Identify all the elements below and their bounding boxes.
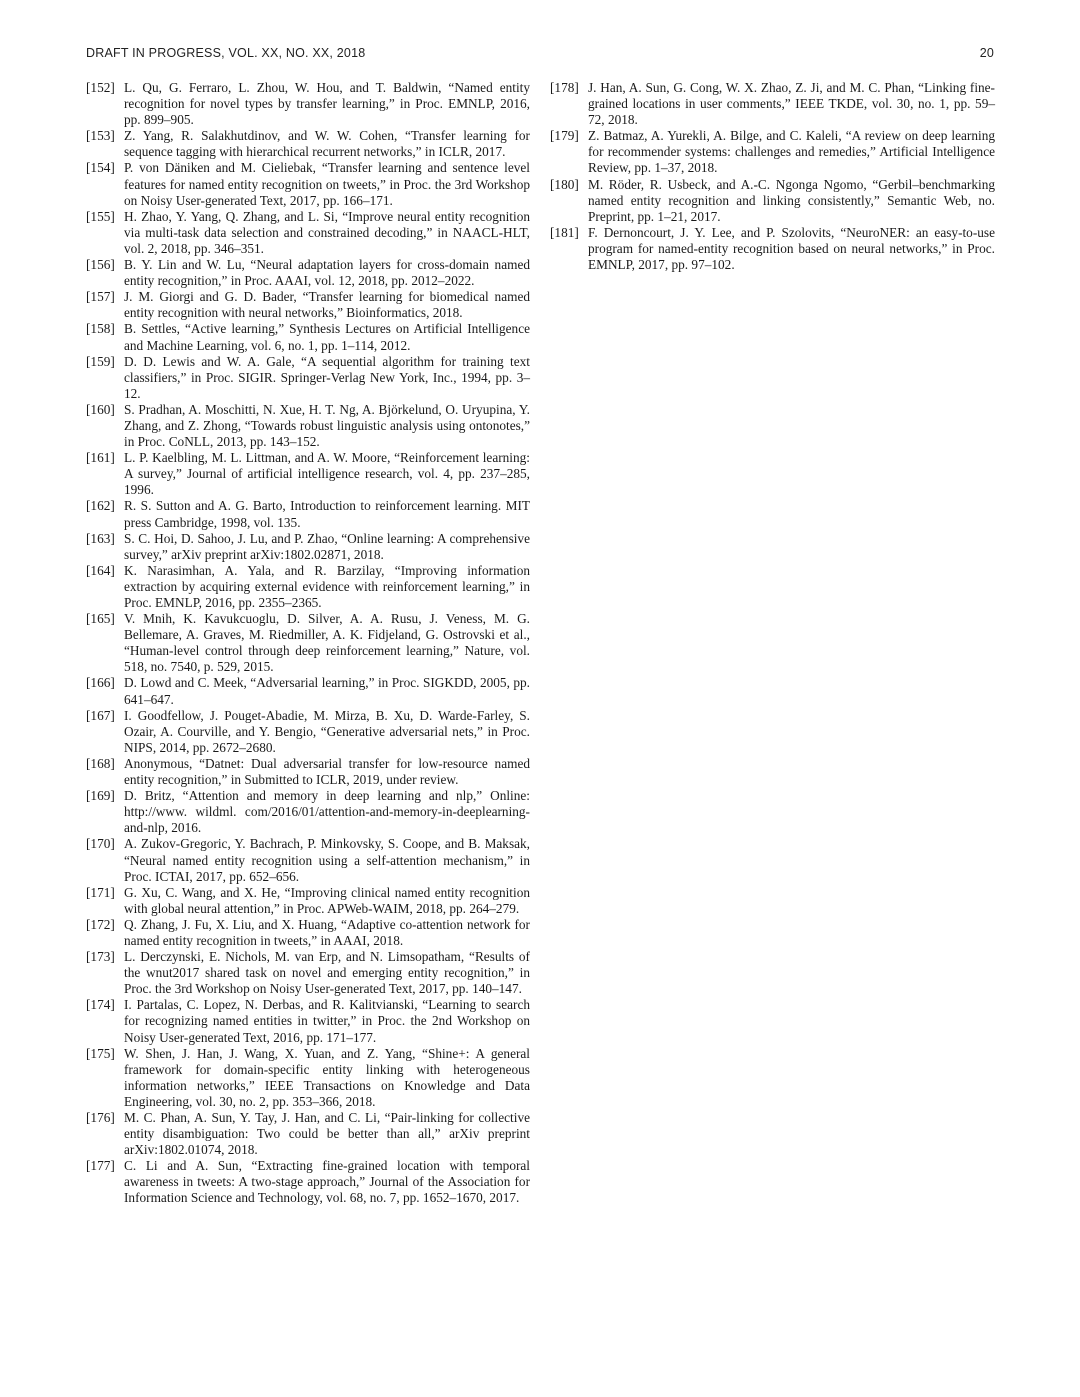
reference-item [86, 80, 530, 128]
reference-number: [167] [86, 707, 115, 723]
page-number: 20 [979, 46, 994, 60]
reference-text: G. Xu, C. Wang, and X. He, “Improving clinical named entity recognition with global neural attention,” in Proc. APWeb-WAIM, 2018, pp. 264–279. [124, 884, 530, 916]
reference-number: [166] [86, 675, 115, 691]
reference-text: L. P. Kaelbling, M. L. Littman, and A. W. Moore, “Reinforcement learning: A survey,” Journal of artificial intelligence research, vol. 4, pp. 237–285, 1996. [124, 450, 530, 498]
reference-text: J. Han, A. Sun, G. Cong, W. X. Zhao, Z. Ji, and M. C. Phan, “Linking fine-grained locations in user comments,” IEEE TKDE, vol. 30, no. 1, pp. 59–72, 2018. [588, 80, 995, 128]
reference-number: [177] [86, 1158, 115, 1174]
running-title: DRAFT IN PROGRESS, VOL. XX, NO. XX, 2018 [86, 46, 366, 60]
reference-item [86, 949, 530, 997]
reference-number: [154] [86, 160, 115, 176]
reference-text: K. Narasimhan, A. Yala, and R. Barzilay, “Improving information extraction by acquiring external evidence with reinforcement learning,” in Proc. EMNLP, 2016, pp. 2355–2365. [124, 562, 530, 610]
reference-item [86, 917, 530, 949]
reference-number: [161] [86, 450, 115, 466]
reference-number: [170] [86, 836, 115, 852]
reference-number: [155] [86, 208, 115, 224]
reference-text: D. Britz, “Attention and memory in deep learning and nlp,” Online: http://www. wildml. com/2016/01/attention-and-memory-in-deeplearning-and-nlp, 2016. [124, 788, 530, 836]
reference-item [550, 177, 995, 225]
reference-text: S. Pradhan, A. Moschitti, N. Xue, H. T. Ng, A. Björkelund, O. Uryupina, Y. Zhang, and Z. Zhong, “Towards robust linguistic analysis using ontonotes,” in Proc. CoNLL, 2013, pp. 143–152. [124, 401, 530, 450]
reference-text: Z. Batmaz, A. Yurekli, A. Bilge, and C. Kaleli, “A review on deep learning for recommender systems: challenges and remedies,” Artificial Intelligence Review, pp. 1–37, 2018. [588, 128, 995, 176]
reference-text: Anonymous, “Datnet: Dual adversarial transfer for low-resource named entity recognition,” in Submitted to ICLR, 2019, under review. [124, 755, 530, 788]
reference-item [86, 836, 530, 884]
reference-item [86, 257, 530, 289]
reference-text: A. Zukov-Gregoric, Y. Bachrach, P. Minkovsky, S. Coope, and B. Maksak, “Neural named entity recognition using a self-attention mechanism,” in Proc. ICTAI, 2017, pp. 652–656. [124, 836, 530, 884]
reference-text: L. Qu, G. Ferraro, L. Zhou, W. Hou, and T. Baldwin, “Named entity recognition for novel types by transfer learning,” in Proc. EMNLP, 2016, pp. 899–905. [124, 80, 530, 128]
reference-text: Q. Zhang, J. Fu, X. Liu, and X. Huang, “Adaptive co-attention network for named entity recognition in tweets,” in AAAI, 2018. [124, 916, 530, 948]
reference-number: [153] [86, 128, 115, 144]
reference-text: W. Shen, J. Han, J. Wang, X. Yuan, and Z. Yang, “Shine+: A general framework for domain-specific entity linking with heterogeneous information networks,” IEEE Transactions on Knowledge and Data Engineering, vol. 30, no. 2, pp. 353–366, 2018. [124, 1045, 530, 1109]
reference-item [86, 1046, 530, 1110]
reference-item [86, 402, 530, 450]
reference-number: [158] [86, 321, 115, 337]
reference-item [86, 611, 530, 675]
reference-number: [175] [86, 1045, 115, 1061]
reference-item [86, 675, 530, 707]
reference-item [86, 1158, 530, 1206]
reference-text: I. Partalas, C. Lopez, N. Derbas, and R. Kalitvianski, “Learning to search for recognizing named entities in twitter,” in Proc. the 2nd Workshop on Noisy User-generated Text, 2016, pp. 171–177. [124, 997, 530, 1045]
reference-number: [157] [86, 289, 115, 305]
reference-number: [178] [550, 80, 579, 95]
reference-item [86, 997, 530, 1045]
reference-text: S. C. Hoi, D. Sahoo, J. Lu, and P. Zhao, “Online learning: A comprehensive survey,” arXiv preprint arXiv:1802.02871, 2018. [124, 530, 530, 562]
reference-item [550, 128, 995, 176]
reference-number: [173] [86, 949, 115, 965]
reference-item [86, 756, 530, 788]
reference-number: [176] [86, 1110, 115, 1125]
reference-item [86, 289, 530, 321]
reference-item [550, 80, 995, 128]
reference-item [86, 354, 530, 402]
reference-item [86, 128, 530, 160]
reference-text: J. M. Giorgi and G. D. Bader, “Transfer learning for biomedical named entity recognition with neural networks,” Bioinformatics, 2018. [124, 289, 530, 321]
reference-number: [156] [86, 257, 115, 273]
reference-text: D. D. Lewis and W. A. Gale, “A sequential algorithm for training text classifiers,” in Proc. SIGIR. Springer-Verlag New York, Inc., 1994, pp. 3–12. [124, 353, 530, 401]
reference-number: [171] [86, 884, 115, 900]
reference-text: I. Goodfellow, J. Pouget-Abadie, M. Mirza, B. Xu, D. Warde-Farley, S. Ozair, A. Courville, and Y. Bengio, “Generative adversarial nets,” in Proc. NIPS, 2014, pp. 2672–2680. [124, 707, 530, 755]
reference-text: M. Röder, R. Usbeck, and A.-C. Ngonga Ngomo, “Gerbil–benchmarking named entity recognition and linking consistently,” Semantic Web, no. Preprint, pp. 1–21, 2017. [588, 176, 995, 224]
reference-text: B. Y. Lin and W. Lu, “Neural adaptation layers for cross-domain named entity recognition,” in Proc. AAAI, vol. 12, 2018, pp. 2012–2022. [124, 257, 530, 289]
reference-item [550, 225, 995, 273]
reference-text: R. S. Sutton and A. G. Barto, Introduction to reinforcement learning. MIT press Cambridge, 1998, vol. 135. [124, 498, 530, 530]
reference-number: [164] [86, 562, 115, 578]
reference-item [86, 531, 530, 563]
reference-number: [165] [86, 611, 115, 627]
reference-text: C. Li and A. Sun, “Extracting fine-grained location with temporal awareness in tweets: A two-stage approach,” Journal of the Association for Information Science and Technology, vol. 68, no. 7, pp. 1652–1670, 2017. [124, 1158, 530, 1206]
reference-text: V. Mnih, K. Kavukcuoglu, D. Silver, A. A. Rusu, J. Veness, M. G. Bellemare, A. Graves, M. Riedmiller, A. K. Fidjeland, G. Ostrovski et al., “Human-level control through deep reinforcement learning,” Nature, vol. 518, no. 7540, p. 529, 2015. [124, 611, 530, 675]
references-left-column [86, 80, 530, 1207]
reference-item [86, 708, 530, 756]
reference-text: B. Settles, “Active learning,” Synthesis Lectures on Artificial Intelligence and Machine Learning, vol. 6, no. 1, pp. 1–114, 2012. [124, 321, 530, 353]
reference-number: [172] [86, 916, 115, 932]
reference-text: D. Lowd and C. Meek, “Adversarial learning,” in Proc. SIGKDD, 2005, pp. 641–647. [124, 675, 530, 707]
reference-number: [159] [86, 353, 115, 369]
reference-item [86, 563, 530, 611]
references-right-column [550, 80, 995, 273]
reference-item [86, 1110, 530, 1158]
reference-item [86, 160, 530, 208]
reference-number: [160] [86, 401, 115, 417]
reference-number: [181] [550, 224, 579, 240]
reference-number: [163] [86, 530, 115, 546]
reference-item [86, 450, 530, 498]
reference-text: P. von Däniken and M. Cieliebak, “Transfer learning and sentence level features for named entity recognition on tweets,” in Proc. the 3rd Workshop on Noisy User-generated Text, 2017, pp. 166–171. [124, 160, 530, 208]
reference-item [86, 498, 530, 530]
reference-number: [174] [86, 997, 115, 1013]
reference-number: [180] [550, 176, 579, 192]
reference-text: Z. Yang, R. Salakhutdinov, and W. W. Cohen, “Transfer learning for sequence tagging with hierarchical recurrent networks,” in ICLR, 2017. [124, 128, 530, 160]
reference-number: [152] [86, 80, 115, 95]
reference-item [86, 885, 530, 917]
reference-text: L. Derczynski, E. Nichols, M. van Erp, and N. Limsopatham, “Results of the wnut2017 shared task on novel and emerging entity recognition,” in Proc. the 3rd Workshop on Noisy User-generated Text, 2017, pp. 140–147. [124, 949, 530, 997]
reference-text: M. C. Phan, A. Sun, Y. Tay, J. Han, and C. Li, “Pair-linking for collective entity disambiguation: Two could be better than all,” arXiv preprint arXiv:1802.01074, 2018. [124, 1110, 530, 1158]
reference-item [86, 788, 530, 836]
reference-item [86, 321, 530, 353]
reference-number: [179] [550, 128, 579, 144]
reference-text: H. Zhao, Y. Yang, Q. Zhang, and L. Si, “Improve neural entity recognition via multi-task data selection and constrained decoding,” in NAACL-HLT, vol. 2, 2018, pp. 346–351. [124, 208, 530, 256]
reference-item [86, 209, 530, 257]
reference-number: [169] [86, 788, 115, 804]
reference-number: [168] [86, 755, 115, 771]
page-header [86, 46, 994, 60]
reference-text: F. Dernoncourt, J. Y. Lee, and P. Szolovits, “NeuroNER: an easy-to-use program for named-entity recognition based on neural networks,” in Proc. EMNLP, 2017, pp. 97–102. [588, 224, 995, 273]
reference-number: [162] [86, 498, 115, 514]
